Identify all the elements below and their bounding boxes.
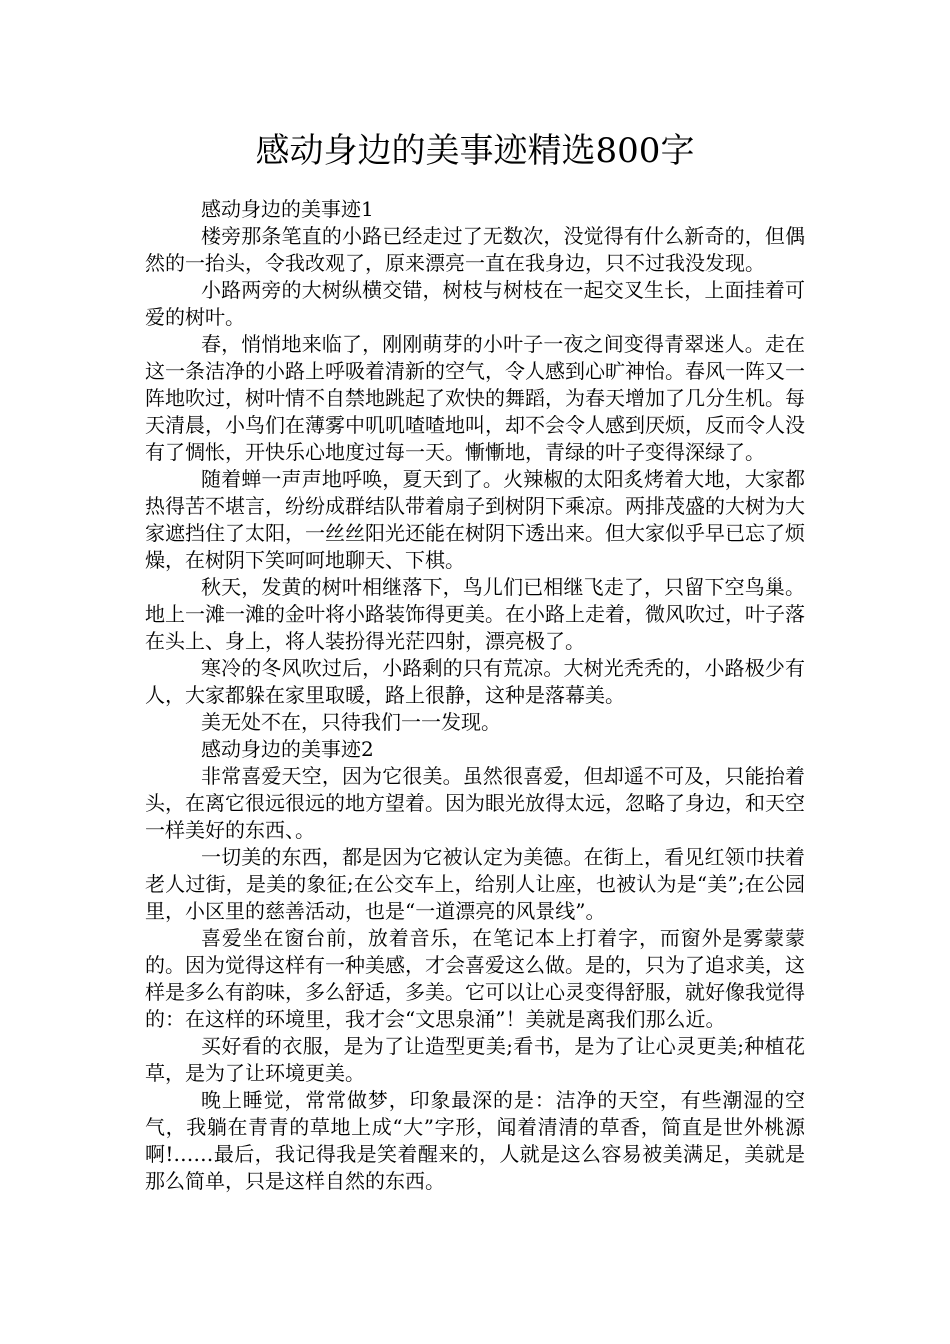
paragraph: 喜爱坐在窗台前，放着音乐，在笔记本上打着字，而窗外是雾蒙蒙的。因为觉得这样有一种美感，才会喜爱这么做。是的，只为了追求美，这样是多么有韵味，多么舒适，多美。它可以让心灵变得舒服，就好像我觉得的：在这样的环境里，我才会“文思泉涌”！美就是离我们那么近。 — [145, 926, 805, 1031]
paragraph: 秋天，发黄的树叶相继落下，鸟儿们已相继飞走了，只留下空鸟巢。地上一滩一滩的金叶将小路装饰得更美。在小路上走着，微风吹过，叶子落在头上、身上，将人装扮得光茫四射，漂亮极了。 — [145, 575, 805, 653]
paragraph: 非常喜爱天空，因为它很美。虽然很喜爱，但却遥不可及，只能抬着头，在离它很远很远的地方望着。因为眼光放得太远，忽略了身边，和天空一样美好的东西、。 — [145, 764, 805, 842]
paragraph: 小路两旁的大树纵横交错，树枝与树枝在一起交叉生长，上面挂着可爱的树叶。 — [145, 278, 805, 329]
paragraph: 随着蝉一声声地呼唤，夏天到了。火辣椒的太阳炙烤着大地，大家都热得苦不堪言，纷纷成群结队带着扇子到树阴下乘凉。两排茂盛的大树为大家遮挡住了太阳，一丝丝阳光还能在树阴下透出来。但大家似乎早已忘了烦燥，在树阴下笑呵呵地聊天、下棋。 — [145, 467, 805, 572]
document-body — [145, 196, 805, 1195]
document-title: 感动身边的美事迹精选800字 — [255, 131, 695, 171]
paragraph: 一切美的东西，都是因为它被认定为美德。在街上，看见红领巾扶着老人过街，是美的象征;在公交车上，给别人让座，也被认为是“美”;在公园里，小区里的慈善活动，也是“一道漂亮的风景线”。 — [145, 845, 805, 923]
paragraph: 楼旁那条笔直的小路已经走过了无数次，没觉得有什么新奇的，但偶然的一抬头，令我改观了，原来漂亮一直在我身边，只不过我没发现。 — [145, 224, 805, 275]
section-heading-2: 感动身边的美事迹2 — [201, 737, 374, 761]
paragraph: 春，悄悄地来临了，刚刚萌芽的小叶子一夜之间变得青翠迷人。走在这一条洁净的小路上呼吸着清新的空气，令人感到心旷神怡。春风一阵又一阵地吹过，树叶情不自禁地跳起了欢快的舞蹈，为春天增加了几分生机。每天清晨，小鸟们在薄雾中叽叽喳喳地叫，却不会令人感到厌烦，反而令人没有了惆怅，开快乐心地度过每一天。慚慚地，青绿的叶子变得深绿了。 — [145, 332, 805, 464]
paragraph: 买好看的衣服，是为了让造型更美;看书，是为了让心灵更美;种植花草，是为了让环境更美。 — [145, 1034, 805, 1085]
section-heading-1: 感动身边的美事迹1 — [201, 197, 374, 221]
paragraph: 晚上睡觉，常常做梦，印象最深的是：洁净的天空，有些潮湿的空气，我躺在青青的草地上成“大”字形，闻着清清的草香，简直是世外桃源啊!……最后，我记得我是笑着醒来的，人就是这么容易被美满足，美就是那么简单，只是这样自然的东西。 — [145, 1088, 805, 1193]
paragraph: 寒冷的冬风吹过后，小路剩的只有荒凉。大树光秃秃的，小路极少有人，大家都躲在家里取暖，路上很静，这种是落幕美。 — [145, 656, 805, 707]
paragraph: 美无处不在，只待我们一一发现。 — [201, 710, 501, 734]
